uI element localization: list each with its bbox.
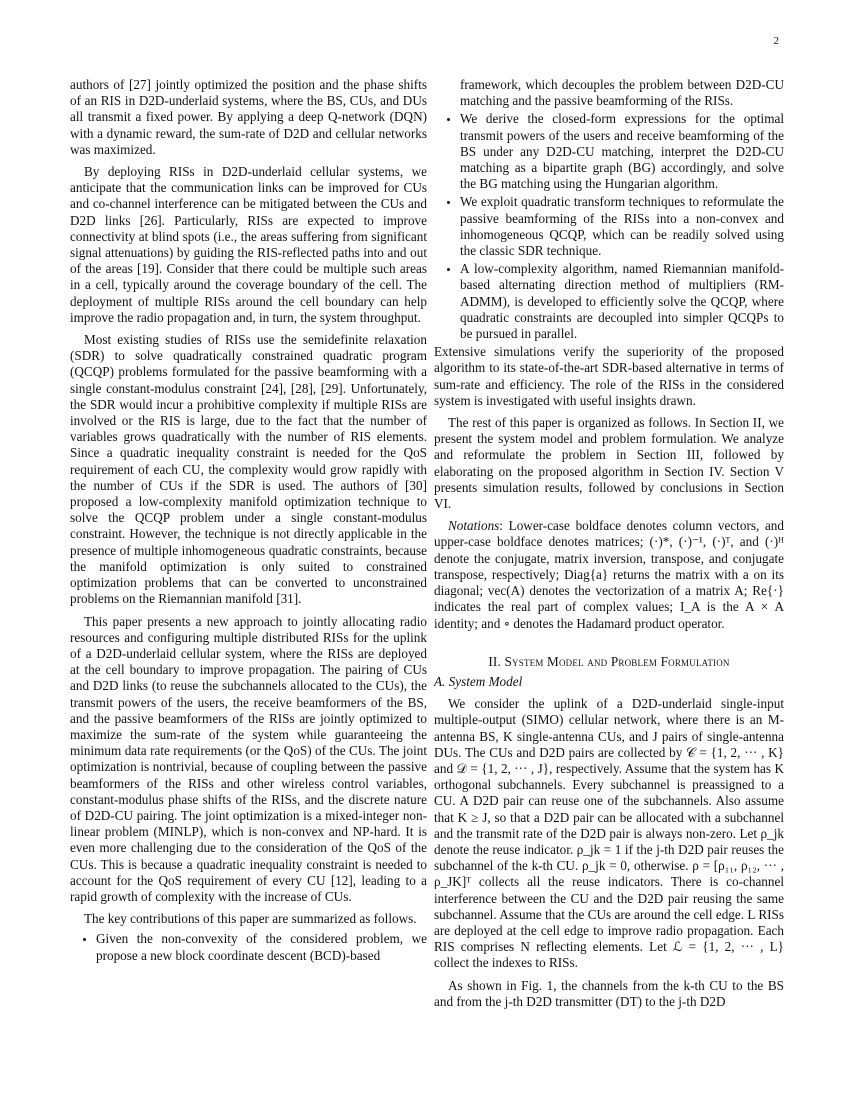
list-item: • We exploit quadratic transform techniques to reformulate the passive beamforming of the RISs into a non-convex and inhomogeneous QCQP, which can be readily solved using the classic SDR technique. [460,194,784,259]
contribution-list [70,931,427,963]
paragraph: The key contributions of this paper are summarized as follows. [84,911,417,927]
notations-text: : Lower-case boldface denotes column vectors, and upper-case boldface denotes matrices; (·)*, (·)⁻¹, (·)ᵀ, and (·)ᴴ denote the conjugate, matrix inversion, transpose, and conjugate transpose, respectively; Diag{a} returns the matrix with a on its diagonal; vec(A) denotes the vectorization of a matrix A; Re{·} indicates the real part of complex values; I_A is the A × A identity; and ∘ denotes the Hadamard product operator. [434,518,784,631]
section-heading: II. System Model and Problem Formulation [488,653,730,669]
paragraph: The rest of this paper is organized as follows. In Section II, we present the system model and problem formulation. We analyze and reformulate the problem in Section III, followed by elaborating on the proposed algorithm in Section IV. Section V presents simulation results, followed by conclusions in Section VI. [434,415,784,512]
paragraph: Most existing studies of RISs use the semidefinite relaxation (SDR) to solve quadratically constrained quadratic program (QCQP) problems formulated for the passive beamforming with a single constant-modulus constraint [24], [28], [29]. Unfortunately, the SDR would incur a prohibitive complexity if multiple RISs are involved or the RIS is large, due to the fact that the number of variables grows quadratically with the number of RIS elements. Since a quadratic inequality constraint is needed for the QoS requirement of each CU, the complexity would grow rapidly with the number of CUs if the SDR is used. The authors of [30] proposed a low-complexity manifold optimization technique to solve the QCQP problem under a single constant-modulus constraint. However, the technique is not directly applicable in the presence of multiple inhomogeneous quadratic constraints, because the manifold optimization is only suited to constrained optimization problems that can be converted to unconstrained problems on the Riemannian manifold [31]. [70,332,427,607]
contribution-list [434,111,784,342]
list-item: • We derive the closed-form expressions for the optimal transmit powers of the users and receive beamforming of the BS under any D2D-CU matching, interpret the D2D-CU matching as a bipartite graph (BG) accordingly, and solve the BG matching using the Hungarian algorithm. [460,111,784,192]
notations-label: Notations [448,518,500,534]
paragraph: Extensive simulations verify the superiority of the proposed algorithm to its state-of-the-art SDR-based alternative in terms of sum-rate and efficiency. The role of the RISs in the considered system is investigated with useful insights drawn. [434,344,784,408]
left-column [70,77,427,966]
paragraph: As shown in Fig. 1, the channels from the k-th CU to the BS and from the j-th D2D transmitter (DT) to the j-th D2D [434,977,784,1009]
page-number: 2 [773,35,779,47]
list-item: framework, which decouples the problem between D2D-CU matching and the passive beamforming of the RISs. [460,77,784,109]
right-column [434,77,784,1010]
list-item: • Given the non-convexity of the considered problem, we propose a new block coordinate descent (BCD)-based [96,931,427,963]
paragraph: By deploying RISs in D2D-underlaid cellular systems, we anticipate that the communication links can be improved for CUs and co-channel interference can be mitigated between the CUs and D2D links [26]. Particularly, RISs are expected to improve connectivity at blind spots (i.e., the areas suffering from significant signal attenuations) by guiding the RIS-reflected paths into and out of the areas [19]. Consider that there could be multiple such areas in a cell, typically around the coverage boundary of the cell. The deployment of multiple RISs around the cell boundary can help improve the radio propagation and, in turn, the system throughput. [70,164,427,325]
notations-paragraph [434,518,784,631]
contribution-list [434,77,784,109]
list-item: • A low-complexity algorithm, named Riemannian manifold-based alternating direction method of multipliers (RM-ADMM), is developed to efficiently solve the QCQP, where quadratic constraints are decoupled into simpler QCQPs to be pursued in parallel. [460,261,784,342]
subsection-heading: A. System Model [434,673,523,689]
paragraph: authors of [27] jointly optimized the position and the phase shifts of an RIS in D2D-underlaid systems, where the BS, CUs, and DUs all transmit a fixed power. By applying a deep Q-network (DQN) with a dynamic reward, the sum-rate of D2D and cellular networks was maximized. [70,77,427,157]
paragraph: This paper presents a new approach to jointly allocating radio resources and configuring multiple distributed RISs for the uplink of a D2D-underlaid cellular system, where the RISs are deployed at the cell boundary to improve propagation. The pairing of CUs and D2D links (to reuse the subchannels allocated to the CUs), the transmit powers of the users, the receive beamformers of the BS, and the passive beamformers of the RISs are jointly optimized to maximize the sum-rate of the system while guaranteeing the minimum data rate requirements (or the QoS) of the CUs. The joint optimization is nontrivial, because of coupling between the passive beamformers of the RISs and other wireless control variables, constant-modulus phase shifts of the RISs, and the discrete nature of D2D-CU pairing. The joint optimization is a mixed-integer non-linear problem (MINLP), which is non-convex and NP-hard. It is even more challenging due to the consideration of the QoS of the CUs. This is because a quadratic inequality constraint is needed to account for the QoS requirement of every CU [12], leading to a rapid growth of complexity with the increase of CUs. [70,613,427,904]
paragraph: We consider the uplink of a D2D-underlaid single-input multiple-output (SIMO) cellular network, where there is an M-antenna BS, K single-antenna CUs, and J pairs of single-antenna DUs. The CUs and D2D pairs are collected by 𝒞 = {1, 2, ··· , K} and 𝒟 = {1, 2, ··· , J}, respectively. Assume that the system has K orthogonal subchannels. Every subchannel is preassigned to a CU. A D2D pair can reuse one of the subchannels. Also assume that K ≥ J, so that a D2D pair can be allocated with a subchannel and the transmit rate of the D2D pair is always non-zero. Let ρ_jk denote the reuse indicator. ρ_jk = 1 if the j-th D2D pair reuses the subchannel of the k-th CU. ρ_jk = 0, otherwise. ρ = [ρ₁₁, ρ₁₂, ··· , ρ_JK]ᵀ collects all the reuse indicators. There is co-channel interference between the CU and the D2D pair reusing the same subchannel. Assume that the CUs are around the cell edge. L RISs are deployed at the cell edge to improve radio propagation. Each RIS comprises N reflecting elements. Let ℒ = {1, 2, ··· , L} collect the indexes to RISs. [434,696,784,971]
